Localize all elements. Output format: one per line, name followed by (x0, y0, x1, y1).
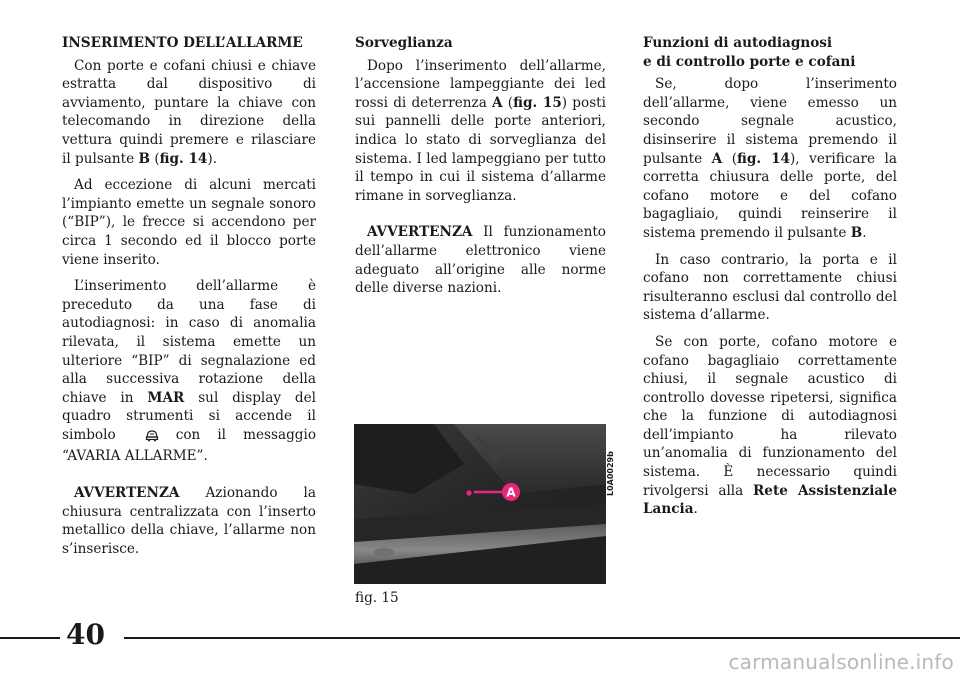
paragraph: Dopo l’inserimento dell’allarme, l’accensione lampeggiante dei led rossi di deterrenza A (fig. 15) posti sui pannelli delle porte anteriori, indica lo stato di sorveglianza del sistema. I led lampeggiano per tutto il tempo in cui il sistema d’allarme rimane in sorveglianza. (355, 57, 606, 204)
figure-15-photo (354, 424, 606, 584)
watermark: carmanualsonline.info (728, 650, 954, 674)
column-1 (62, 34, 316, 566)
led-indicator-marker (466, 490, 471, 495)
figure-caption: fig. 15 (355, 590, 399, 606)
column-2 (355, 34, 606, 306)
car-alarm-icon (133, 428, 159, 448)
section-heading-inserimento: INSERIMENTO DELL’ALLARME (62, 35, 303, 51)
paragraph: Ad eccezione di alcuni mercati l’impianto emette un segnale sonoro (“BIP”), le frecce si accendono per circa 1 secondo ed il blocco porte viene inserito. (62, 177, 316, 268)
paragraph: Con porte e cofani chiusi e chiave estratta dal dispositivo di avviamento, puntare la chiave con telecomando in direzione della vettura quindi premere e rilasciare il pulsante B (fig. 14). (62, 57, 316, 167)
paragraph: Se con porte, cofano motore e cofano bagagliaio correttamente chiusi, il segnale acustico di controllo dovesse ripetersi, significa che la funzione di autodiagnosi dell’impianto ha rilevato un’anomalia di funzionamento del sistema. È necessario quindi rivolgersi alla Rete Assistenziale Lancia. (643, 333, 897, 518)
section-heading-sorveglianza: Sorveglianza (355, 35, 453, 51)
paragraph-warning: AVVERTENZA Azionando la chiusura centralizzata con l’inserto metallico della chiave, l’allarme non s’inserisce. (62, 485, 316, 557)
section-heading-autodiagnosi: Funzioni di autodiagnosi e di controllo porte e cofani (643, 35, 856, 70)
label-a: A (506, 485, 516, 500)
footer-rule-left (0, 637, 60, 639)
page-number: 40 (66, 618, 105, 651)
paragraph: Se, dopo l’inserimento dell’allarme, viene emesso un secondo segnale acustico, disinserire il sistema premendo il pulsante A (fig. 14), verificare la corretta chiusura delle porte, del cofano motore e del cofano bagagliaio, quindi reinserire il sistema premendo il pulsante B. (643, 76, 897, 241)
figure-code: L0A0029b (606, 451, 615, 496)
footer-rule-right (124, 637, 960, 639)
column-3 (643, 34, 897, 527)
paragraph: In caso contrario, la porta e il cofano non correttamente chiusi risulteranno esclusi dal controllo del sistema d’allarme. (643, 251, 897, 324)
paragraph: L’inserimento dell’allarme è preceduto da una fase di autodiagnosi: in caso di anomalia rilevata, il sistema emette un ulteriore “BIP” di segnalazione ed alla successiva rotazione della chiave in MAR sul display del quadro strumenti si accende il simbolo con il messaggio “AVARIA ALLARME”. (62, 278, 317, 465)
paragraph-warning: AVVERTENZA Il funzionamento dell’allarme elettronico viene adeguato all’origine alle norme delle diverse nazioni. (355, 224, 606, 297)
